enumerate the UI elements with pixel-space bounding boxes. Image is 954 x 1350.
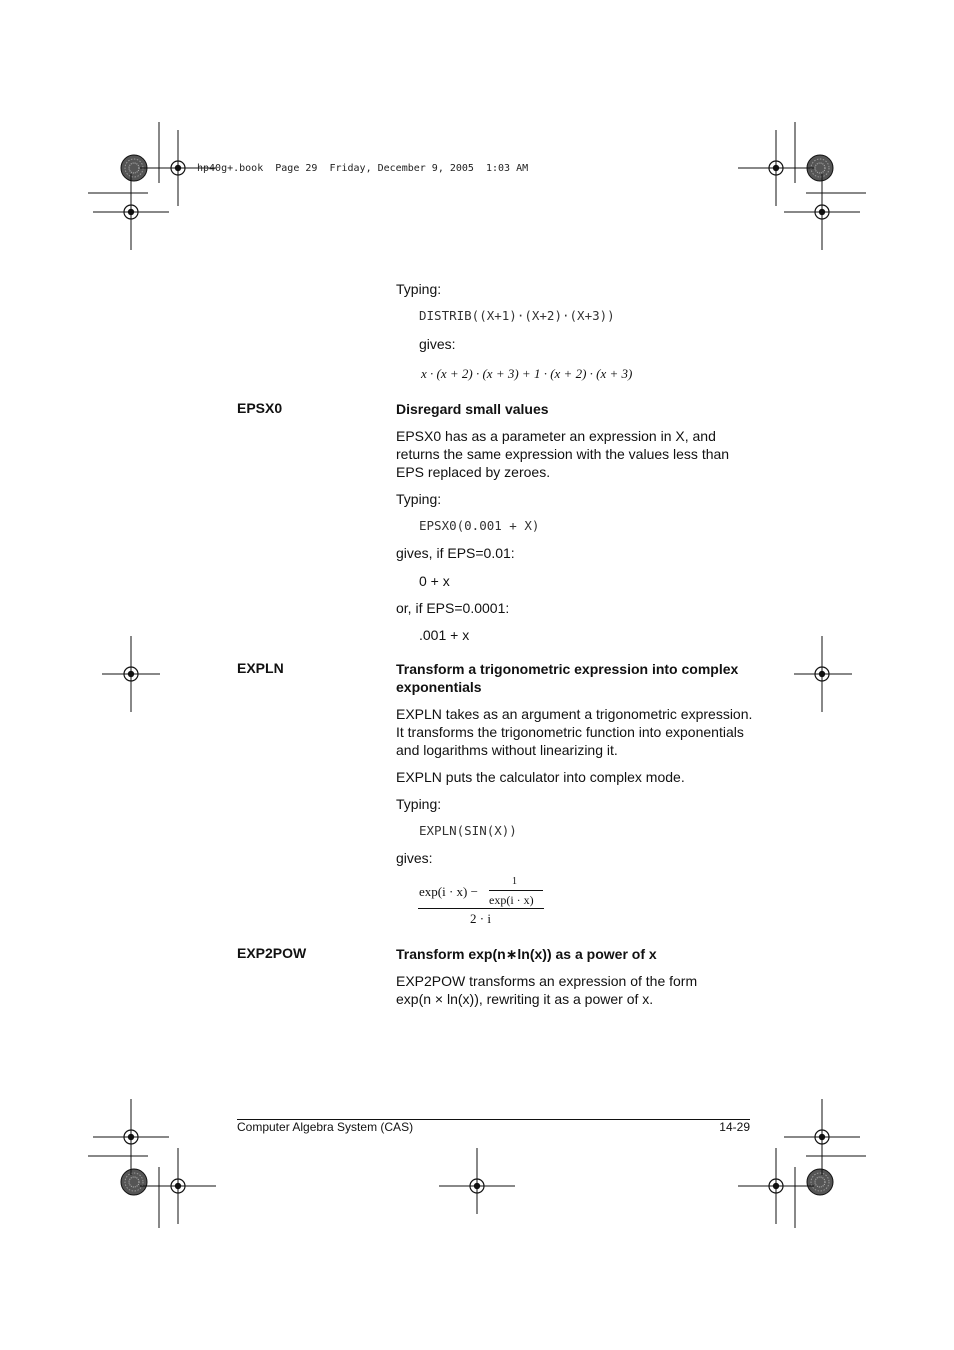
distrib-gives-label: gives: — [419, 336, 456, 352]
exp2pow-description-line-2: exp(n × ln(x)), rewriting it as a power of x. — [396, 991, 654, 1007]
epsx0-heading: Disregard small values — [396, 401, 549, 417]
expln-main-fraction-bar — [418, 908, 544, 909]
expln-heading: Transform a trigonometric expression into complex exponentials — [396, 661, 739, 695]
expln-code: EXPLN(SIN(X)) — [419, 823, 517, 838]
epsx0-result-1: 0 + x — [419, 573, 450, 589]
epsx0-gives-label-2: or, if EPS=0.0001: — [396, 600, 510, 616]
distrib-code: DISTRIB((X+1)·(X+2)·(X+3)) — [419, 308, 615, 323]
epsx0-code: EPSX0(0.001 + X) — [419, 518, 540, 533]
print-header-info: hp40g+.book Page 29 Friday, December 9, 2005 1:03 AM — [197, 163, 529, 174]
distrib-result: x · (x + 2) · (x + 3) + 1 · (x + 2) · (x + 3) — [421, 366, 633, 381]
exp2pow-description-line-1: EXP2POW transforms an expression of the form — [396, 973, 698, 989]
exp2pow-heading: Transform exp(n∗ln(x)) as a power of x — [396, 946, 657, 962]
expln-result-denominator: 2 · i — [470, 911, 491, 926]
expln-typing-label: Typing: — [396, 796, 442, 812]
expln-gives-label: gives: — [396, 850, 433, 866]
epsx0-term: EPSX0 — [237, 400, 283, 416]
expln-mode-note: EXPLN puts the calculator into complex mode. — [396, 769, 685, 785]
expln-description: EXPLN takes as an argument a trigonometric expression. It transforms the trigonometric function into exponentials and logarithms without linearizing it. — [396, 706, 753, 758]
epsx0-gives-label-1: gives, if EPS=0.01: — [396, 545, 515, 561]
epsx0-description: EPSX0 has as a parameter an expression in X, and returns the same expression with the values less than EPS replaced by zeroes. — [396, 428, 730, 480]
expln-result-numerator-left: exp(i · x) − — [419, 884, 478, 899]
epsx0-result-2: .001 + x — [419, 627, 470, 643]
exp2pow-term: EXP2POW — [237, 945, 307, 961]
epsx0-typing-label: Typing: — [396, 491, 442, 507]
footer-page-number: 14-29 — [719, 1120, 750, 1134]
footer-section-title: Computer Algebra System (CAS) — [237, 1120, 414, 1134]
expln-result-inner-numerator: 1 — [512, 876, 517, 887]
expln-inner-fraction-bar — [489, 890, 543, 891]
expln-result-inner-denominator: exp(i · x) — [489, 893, 534, 907]
distrib-typing-label: Typing: — [396, 281, 442, 297]
expln-term: EXPLN — [237, 660, 284, 676]
